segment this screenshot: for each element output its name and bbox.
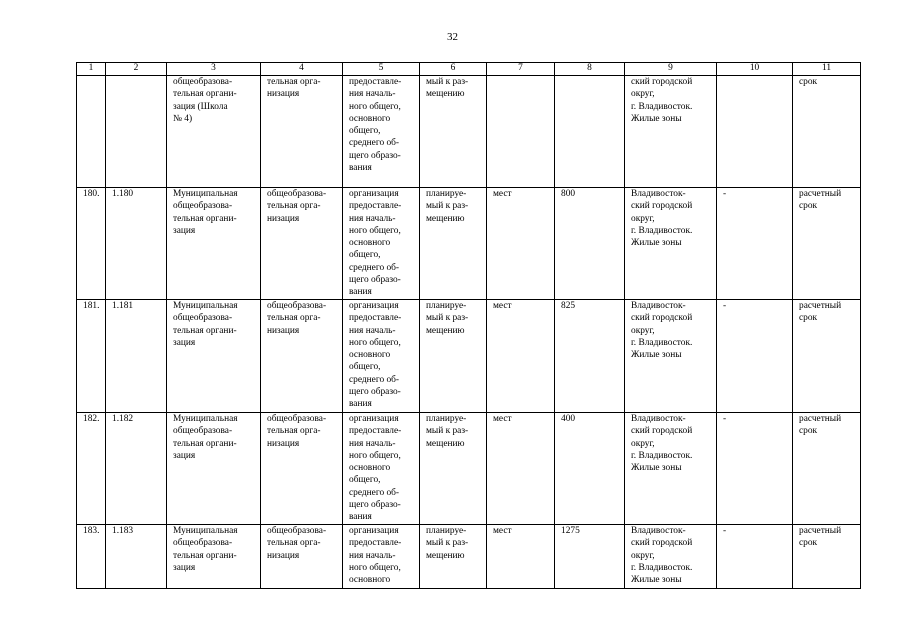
column-number-row — [77, 63, 861, 76]
row-number-cell — [77, 76, 106, 188]
zone-cell: - — [717, 525, 793, 589]
item-code-cell: 1.182 — [106, 413, 167, 525]
capacity-cell: 400 — [555, 413, 625, 525]
column-header: 8 — [555, 63, 625, 76]
column-header: 11 — [793, 63, 861, 76]
column-header: 2 — [106, 63, 167, 76]
status-cell: планируе- мый к раз- мещению — [420, 413, 487, 525]
capacity-cell: 1275 — [555, 525, 625, 589]
status-cell: планируе- мый к раз- мещению — [420, 525, 487, 589]
object-type-cell: общеобразова- тельная орга- низация — [261, 525, 343, 589]
unit-cell: мест — [487, 300, 555, 413]
column-header: 5 — [343, 63, 420, 76]
item-code-cell: 1.181 — [106, 300, 167, 413]
item-code-cell — [106, 76, 167, 188]
column-header: 1 — [77, 63, 106, 76]
capacity-cell: 800 — [555, 188, 625, 300]
zone-cell — [717, 76, 793, 188]
table-row — [77, 76, 861, 188]
status-cell: планируе- мый к раз- мещению — [420, 300, 487, 413]
column-header: 6 — [420, 63, 487, 76]
row-number-cell: 181. — [77, 300, 106, 413]
object-name-cell: Муниципальная общеобразова- тельная органи- зация — [167, 525, 261, 589]
capacity-cell: 825 — [555, 300, 625, 413]
purpose-cell: предоставле- ния началь- ного общего, основного общего, среднего об- щего образо- вания — [343, 76, 420, 188]
column-header: 10 — [717, 63, 793, 76]
term-cell: расчетный срок — [793, 413, 861, 525]
zone-cell: - — [717, 413, 793, 525]
location-cell: Владивосток- ский городской округ, г. Владивосток. Жилые зоны — [625, 300, 717, 413]
term-cell: расчетный срок — [793, 525, 861, 589]
item-code-cell: 1.183 — [106, 525, 167, 589]
table-row — [77, 525, 861, 589]
location-cell: ский городской округ, г. Владивосток. Жилые зоны — [625, 76, 717, 188]
object-name-cell: общеобразова- тельная органи- зация (Школа № 4) — [167, 76, 261, 188]
purpose-cell: организация предоставле- ния началь- ного общего, основного общего, среднего об- щего образо- вания — [343, 188, 420, 300]
item-code-cell: 1.180 — [106, 188, 167, 300]
location-cell: Владивосток- ский городской округ, г. Владивосток. Жилые зоны — [625, 525, 717, 589]
status-cell: планируе- мый к раз- мещению — [420, 188, 487, 300]
column-header: 7 — [487, 63, 555, 76]
status-cell: мый к раз- мещению — [420, 76, 487, 188]
object-type-cell: общеобразова- тельная орга- низация — [261, 413, 343, 525]
table-row — [77, 413, 861, 525]
column-header: 3 — [167, 63, 261, 76]
purpose-cell: организация предоставле- ния началь- ного общего, основного общего, среднего об- щего образо- вания — [343, 300, 420, 413]
term-cell: срок — [793, 76, 861, 188]
column-header: 4 — [261, 63, 343, 76]
table-row — [77, 188, 861, 300]
capacity-cell — [555, 76, 625, 188]
location-cell: Владивосток- ский городской округ, г. Владивосток. Жилые зоны — [625, 188, 717, 300]
column-header: 9 — [625, 63, 717, 76]
purpose-cell: организация предоставле- ния началь- ного общего, основного общего, среднего об- щего образо- вания — [343, 413, 420, 525]
term-cell: расчетный срок — [793, 300, 861, 413]
row-number-cell: 183. — [77, 525, 106, 589]
document-table — [76, 62, 861, 589]
zone-cell: - — [717, 300, 793, 413]
unit-cell: мест — [487, 413, 555, 525]
location-cell: Владивосток- ский городской округ, г. Владивосток. Жилые зоны — [625, 413, 717, 525]
object-type-cell: общеобразова- тельная орга- низация — [261, 300, 343, 413]
object-type-cell: тельная орга- низация — [261, 76, 343, 188]
zone-cell: - — [717, 188, 793, 300]
purpose-cell: организация предоставле- ния началь- ного общего, основного — [343, 525, 420, 589]
row-number-cell: 182. — [77, 413, 106, 525]
unit-cell: мест — [487, 525, 555, 589]
object-name-cell: Муниципальная общеобразова- тельная органи- зация — [167, 300, 261, 413]
object-type-cell: общеобразова- тельная орга- низация — [261, 188, 343, 300]
table-row — [77, 300, 861, 413]
unit-cell: мест — [487, 188, 555, 300]
row-number-cell: 180. — [77, 188, 106, 300]
unit-cell — [487, 76, 555, 188]
term-cell: расчетный срок — [793, 188, 861, 300]
object-name-cell: Муниципальная общеобразова- тельная органи- зация — [167, 413, 261, 525]
page-number: 32 — [447, 31, 458, 43]
object-name-cell: Муниципальная общеобразова- тельная органи- зация — [167, 188, 261, 300]
